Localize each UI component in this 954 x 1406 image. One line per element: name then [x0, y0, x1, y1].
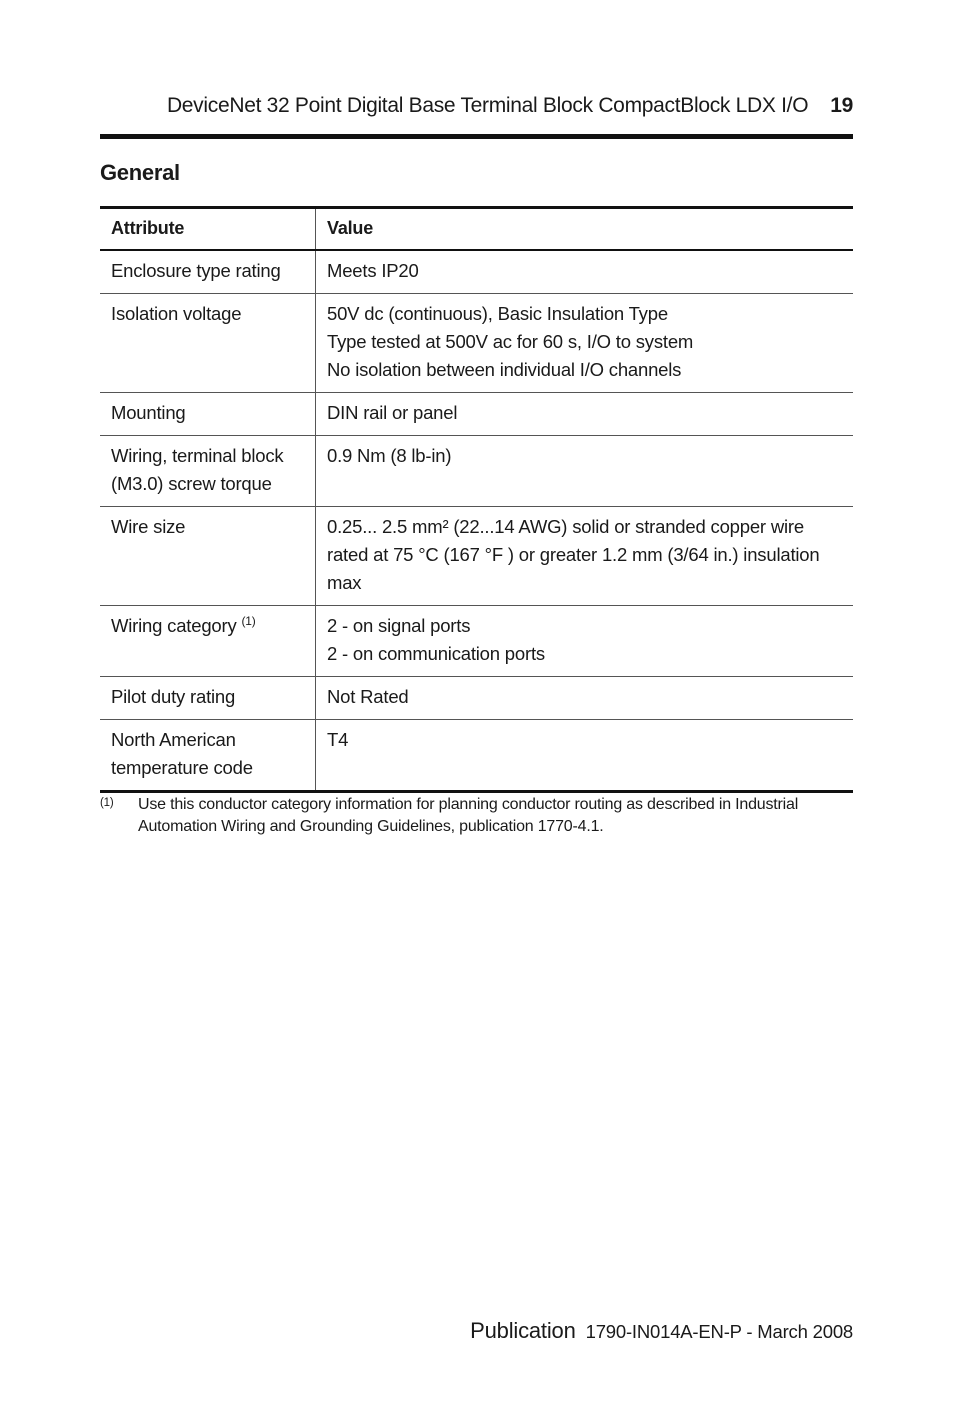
header-rule [100, 134, 853, 139]
attribute-cell [100, 677, 316, 720]
value-cell [316, 606, 854, 677]
value-cell [316, 436, 854, 507]
attribute-text: Mounting [111, 402, 186, 423]
footnote-reference: (1) [241, 613, 256, 628]
attribute-text: Pilot duty rating [111, 686, 236, 707]
table-row [100, 393, 853, 436]
attribute-text: North American temperature code [111, 729, 253, 778]
section-title: General [100, 160, 180, 185]
attribute-cell [100, 507, 316, 606]
publication-label: Publication [470, 1318, 576, 1343]
table-row [100, 507, 853, 606]
page-footer [470, 1318, 853, 1344]
table-row [100, 720, 853, 792]
value-line: Type tested at 500V ac for 60 s, I/O to system [327, 331, 694, 352]
attribute-text: Wire size [111, 516, 186, 537]
attribute-cell [100, 294, 316, 393]
value-line: Meets IP20 [327, 260, 419, 281]
publication-id: 1790-IN014A-EN-P - March 2008 [585, 1321, 853, 1342]
value-line: 0.9 Nm (8 lb-in) [327, 445, 452, 466]
table-row [100, 677, 853, 720]
footnote-marker: (1) [100, 797, 114, 809]
attribute-text: Isolation voltage [111, 303, 242, 324]
value-line: 0.25... 2.5 mm² (22...14 AWG) solid or stranded copper wire rated at 75 °C (167 °F ) or greater 1.2 mm (3/64 in.) insulation max [327, 516, 820, 593]
value-line: 2 - on communication ports [327, 643, 545, 664]
table-row [100, 294, 853, 393]
attribute-text: Wiring, terminal block (M3.0) screw torque [111, 445, 284, 494]
attribute-cell [100, 393, 316, 436]
table-header-row [100, 208, 853, 251]
table-row [100, 436, 853, 507]
value-line: T4 [327, 729, 349, 750]
value-line: 50V dc (continuous), Basic Insulation Type [327, 303, 668, 324]
footnote [100, 794, 853, 838]
page-header [100, 94, 853, 124]
running-title: DeviceNet 32 Point Digital Base Terminal Block CompactBlock LDX I/O [166, 94, 809, 117]
table-row [100, 250, 853, 294]
column-header-value: Value [327, 218, 374, 238]
column-header-attribute: Attribute [100, 208, 316, 251]
value-cell [316, 294, 854, 393]
value-line: No isolation between individual I/O channels [327, 359, 682, 380]
page-number: 19 [830, 94, 853, 117]
footnote-text: Use this conductor category information for planning conductor routing as described in Industrial Automation Wiring and Grounding Guidelines, publication 1770-4.1. [138, 796, 799, 835]
value-cell [316, 393, 854, 436]
value-cell [316, 507, 854, 606]
value-line: Not Rated [327, 686, 409, 707]
attribute-cell [100, 720, 316, 792]
value-cell [316, 720, 854, 792]
attribute-cell [100, 436, 316, 507]
value-cell [316, 677, 854, 720]
table-row [100, 606, 853, 677]
specifications-table [100, 206, 853, 793]
attribute-text: Enclosure type rating [111, 260, 281, 281]
table-body [100, 250, 853, 792]
value-cell [316, 250, 854, 294]
attribute-text: Wiring category [111, 615, 237, 636]
attribute-cell [100, 250, 316, 294]
value-line: 2 - on signal ports [327, 615, 471, 636]
value-line: DIN rail or panel [327, 402, 458, 423]
attribute-cell [100, 606, 316, 677]
